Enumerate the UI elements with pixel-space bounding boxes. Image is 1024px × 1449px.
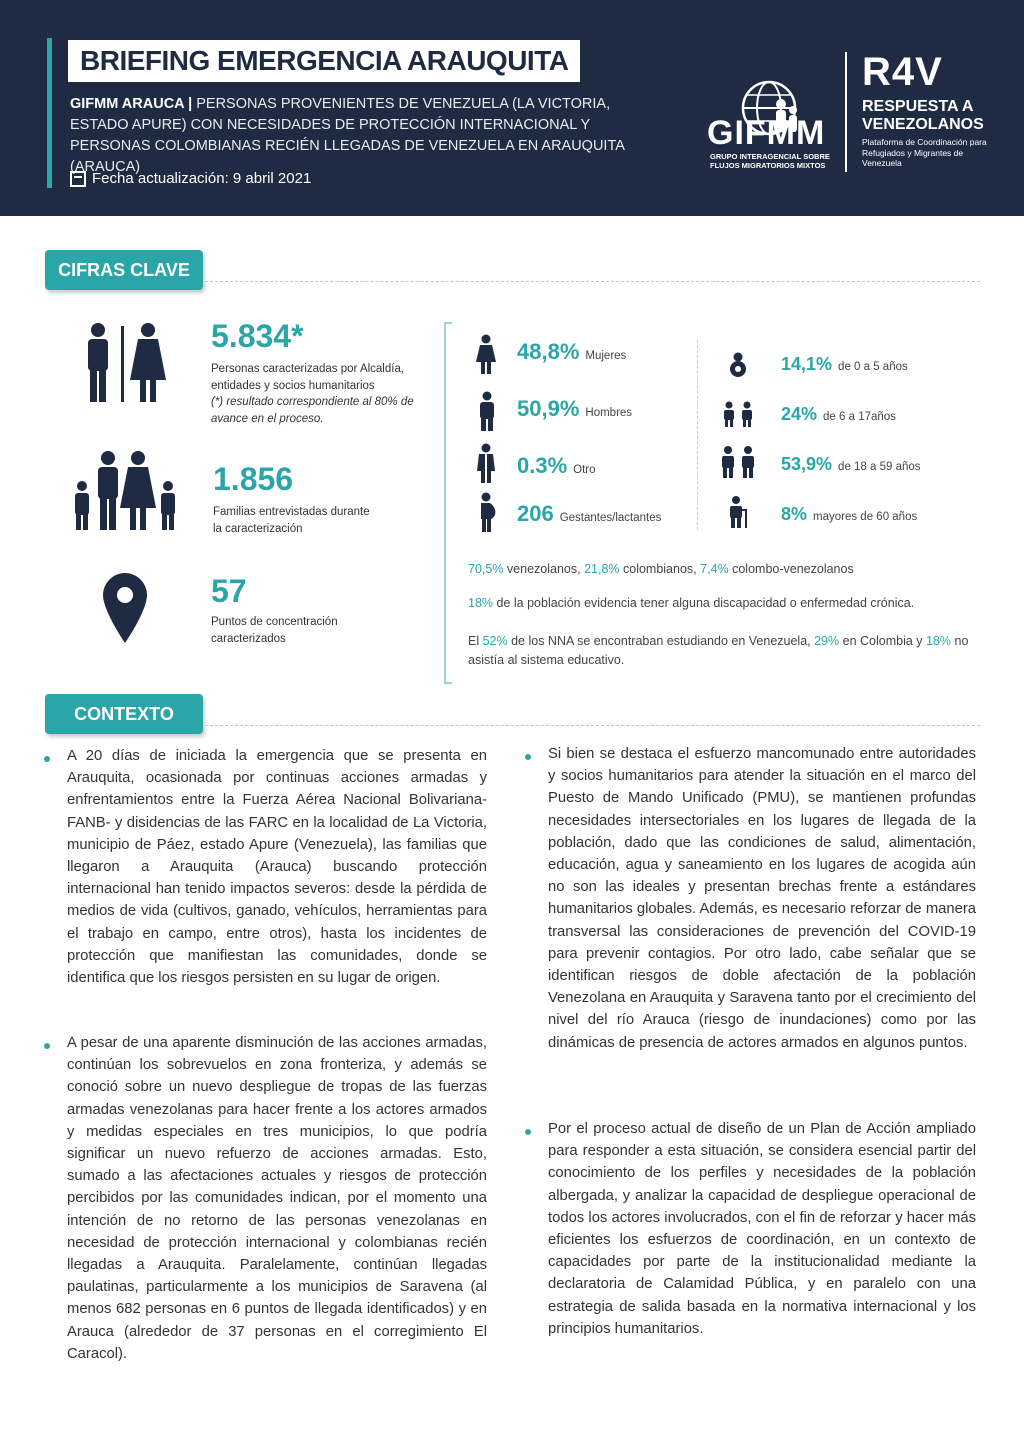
r4v-wordmark: R4V [862, 50, 943, 94]
stat-label: de 6 a 17años [823, 411, 896, 423]
bullet-icon [525, 754, 531, 760]
context-paragraph: A pesar de una aparente disminución de las acciones armadas, continúan los sobrevuelos en zona fronteriza, y además se conoció sobre un nuevo despliegue de tropas de las fuerzas armadas venezolanas para hacer frente a los actores armados y medidas especiales en tres municipios, lo que podría significar un nuevo refuerzo de acciones armadas. Esto, sumado a las afectaciones actuales y riesgos de protección percibidos por las comunidades indican, por el momento una intención de no retorno de las personas venezolanas en necesidad de protección internacional y colombianas recién llegadas a Arauquita. Paralelamente, continúan llegadas paulatinas, particularmente a los municipios de Saravena (al menos 682 personas en 6 puntos de llegada identificados) y en Arauca (alrededor de 37 personas en el corregimiento El Caracol). [67, 1035, 487, 1362]
section-tab-context [45, 694, 203, 734]
stat-age-0-5 [781, 354, 908, 375]
pregnant-woman-icon [476, 492, 498, 532]
note-value: 7,4% [700, 562, 729, 576]
stat-label: Otro [573, 464, 596, 476]
stat-value: 0.3% [517, 453, 568, 478]
people-description [211, 361, 426, 427]
stat-value: 206 [517, 501, 554, 526]
r4v-subtitle: Plataforma de Coordinación para Refugiados y Migrantes de Venezuela [862, 137, 987, 168]
note-text: de la población evidencia tener alguna discapacidad o enfermedad crónica. [493, 596, 915, 610]
bullet-icon [44, 1043, 50, 1049]
man-woman-icon [78, 322, 170, 404]
logo-divider [845, 52, 847, 172]
section-divider [205, 725, 980, 726]
stat-value: 8% [781, 504, 808, 524]
date-text: Fecha actualización: 9 abril 2021 [92, 170, 312, 187]
nationality-note [468, 560, 978, 579]
stat-age-6-17 [781, 404, 896, 425]
stat-label: Gestantes/lactantes [559, 512, 662, 524]
stat-label: Hombres [585, 407, 633, 419]
location-pin-icon [103, 573, 147, 643]
stat-value: 53,9% [781, 454, 833, 474]
woman-icon [475, 334, 497, 374]
gifmm-subtitle: GRUPO INTERAGENCIAL SOBRE FLUJOS MIGRATORIOS MIXTOS [710, 152, 830, 170]
stat-value: 24% [781, 404, 818, 424]
disability-note [468, 594, 978, 613]
points-description: Puntos de concentración caracterizados [211, 616, 338, 645]
note-value: 21,8% [584, 562, 620, 576]
stat-women [517, 339, 626, 365]
header-subtitle [70, 94, 630, 178]
education-note [468, 632, 978, 670]
stat-other [517, 453, 596, 479]
families-description: Familias entrevistadas durante la caracterización [213, 506, 370, 535]
note-text: en Colombia y [839, 634, 926, 648]
families-count: 1.856 [213, 461, 294, 497]
context-paragraph: Por el proceso actual de diseño de un Plan de Acción ampliado para responder a esta situación, se considera esencial partir del conocimiento de los perfiles y necesidades de la población albergada, y analizar la capacidad de despliegue operacional de todos los actores involucrados, con el fin de reforzar y hacer más eficientes los esfuerzos de coordinación, en un contexto de capacidades por parte de la institucionalidad mediante la declaratoria de Calamidad Pública, y en paralelo con una estrategia de salida basada en la normativa internacional y los principios humanitarios. [548, 1121, 976, 1337]
stat-age-18-59 [781, 454, 921, 475]
baby-icon [728, 352, 748, 380]
section-title-context: CONTEXTO [74, 703, 174, 724]
note-text: no asistía al sistema educativo. [468, 634, 969, 667]
people-count: 5.834* [211, 318, 304, 354]
note-text: El [468, 634, 483, 648]
note-text: colombo-venezolanos [728, 562, 854, 576]
children-icon [721, 401, 755, 427]
people-note: (*) resultado correspondiente al 80% de avance en el proceso. [211, 396, 414, 425]
person-other-icon [475, 443, 497, 483]
elderly-icon [726, 496, 752, 528]
header-accent-bar [47, 38, 52, 188]
context-paragraph: A 20 días de iniciada la emergencia que se presenta en Arauquita, ocasionada por continuas acciones armadas y enfrentamientos entre la Fuerza Aérea Nacional Bolivariana- FANB- y disidencias de las FARC en la localidad de La Victoria, municipio de Páez, estado Apure (Venezuela), las familias que llegaron a Arauquita (Arauca) buscando protección internacional han tenido impactos severos: desde la pérdida de medios de vida (cultivos, ganado, vehículos, herramientas para el trabajo en campo, entre otros), hasta los incidentes de protección que manifiestan las comunidades, donde se identifica que los riesgos persisten en su lugar de origen. [67, 748, 487, 987]
title-box [68, 40, 580, 82]
context-paragraph: Si bien se destaca el esfuerzo mancomunado entre autoridades y socios humanitarios para atender la situación en el marco del Puesto de Mando Unificado (PMU), se mantienen profundas necesidades intersectoriales en los lugares de llegada de la población, dado que las condiciones de salud, alimentación, educación, agua y saneamiento en los lugares de acogida aún no son las ideales y presentan brechas frente a estándares humanitarios globales. Además, es necesario reforzar de manera transversal las consideraciones de prevención del COVID-19 para prevenir contagios. Por otro lado, cabe señalar que se identifican riesgos de doble afectación de la población Venezolana en Arauquita y Saravena tanto por el crecimiento del nivel del río Arauca (riesgo de inundaciones) como por las dinámicas de presencia de actores armados en algunos puntos. [548, 746, 976, 1051]
page-title: BRIEFING EMERGENCIA ARAUQUITA [80, 45, 569, 76]
stat-pregnant [517, 501, 661, 527]
family-icon [70, 450, 182, 532]
stat-value: 50,9% [517, 396, 580, 421]
header-banner [0, 0, 1024, 216]
stat-label: de 0 a 5 años [838, 361, 908, 373]
section-tab-key-figures [45, 250, 203, 290]
note-value: 29% [814, 634, 840, 648]
note-value: 70,5% [468, 562, 504, 576]
r4v-title: RESPUESTA A VENEZOLANOS [862, 98, 984, 133]
stat-label: Mujeres [585, 350, 627, 362]
adults-icon [719, 446, 757, 478]
stats-column-divider [697, 340, 698, 530]
note-text: de los NNA se encontraban estudiando en Venezuela, [507, 634, 815, 648]
stat-value: 48,8% [517, 339, 580, 364]
note-text: venezolanos, [503, 562, 585, 576]
note-value: 52% [482, 634, 508, 648]
stat-men [517, 396, 632, 422]
section-title-key-figures: CIFRAS CLAVE [58, 259, 190, 280]
stat-value: 14,1% [781, 354, 833, 374]
note-value: 18% [468, 596, 494, 610]
stat-age-60-plus [781, 504, 917, 525]
people-desc-text: Personas caracterizadas por Alcaldía, entidades y socios humanitarios [211, 363, 405, 392]
subtitle-text: PERSONAS PROVENIENTES DE VENEZUELA (LA VICTORIA, ESTADO APURE) CON NECESIDADES DE PROTECCIÓN INTERNACIONAL Y PERSONAS COLOMBIANAS RECIÉN LLEGADAS DE VENEZUELA EN ARAUQUITA (ARAUCA) [70, 96, 625, 175]
note-value: 18% [926, 634, 952, 648]
man-icon [476, 391, 498, 431]
section-divider [205, 281, 980, 282]
bullet-icon [44, 756, 50, 762]
points-count: 57 [211, 573, 247, 609]
calendar-icon [70, 171, 86, 187]
gifmm-wordmark: GIFMM [707, 114, 826, 152]
stats-bracket [444, 322, 452, 684]
update-date [70, 170, 311, 187]
org-label: GIFMM ARAUCA | [70, 96, 193, 112]
stat-label: de 18 a 59 años [838, 461, 921, 473]
bullet-icon [525, 1129, 531, 1135]
stat-label: mayores de 60 años [813, 511, 918, 523]
note-text: colombianos, [619, 562, 701, 576]
